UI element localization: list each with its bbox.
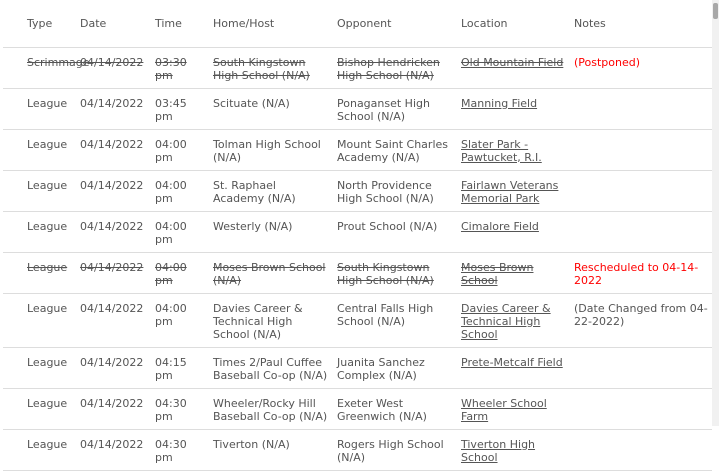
game-time-cell: 04:00 pm (151, 252, 209, 293)
notes-cell (570, 429, 712, 470)
header-time: Time (151, 0, 209, 47)
table-row (3, 429, 712, 470)
header-type: Type (3, 0, 76, 47)
table-row (3, 88, 712, 129)
home-host-cell: Times 2/Paul Cuffee Baseball Co-op (N/A) (209, 347, 333, 388)
notes-cell: (Date Changed from 04-22-2022) (570, 293, 712, 347)
table-row (3, 347, 712, 388)
opponent-cell: Rogers High School (N/A) (333, 429, 457, 470)
game-date-cell: 04/14/2022 (76, 293, 151, 347)
game-time-cell: 04:30 pm (151, 388, 209, 429)
game-type-cell: Scrimmage (3, 47, 76, 88)
location-cell (457, 252, 570, 293)
home-host-cell: Scituate (N/A) (209, 88, 333, 129)
opponent-cell: Prout School (N/A) (333, 211, 457, 252)
header-opponent: Opponent (333, 0, 457, 47)
vertical-scrollbar[interactable] (712, 0, 719, 426)
notes-cell (570, 211, 712, 252)
home-host-cell: Moses Brown School (N/A) (209, 252, 333, 293)
location-cell (457, 211, 570, 252)
home-host-cell: Tiverton (N/A) (209, 429, 333, 470)
game-date-cell: 04/14/2022 (76, 429, 151, 470)
location-link[interactable]: Tiverton High School (461, 437, 536, 464)
location-link[interactable]: Cimalore Field (461, 219, 539, 233)
opponent-cell: Mount Saint Charles Academy (N/A) (333, 129, 457, 170)
game-date-cell: 04/14/2022 (76, 88, 151, 129)
home-host-cell: Tolman High School (N/A) (209, 129, 333, 170)
opponent-cell: Exeter West Greenwich (N/A) (333, 388, 457, 429)
table-row (3, 388, 712, 429)
location-link[interactable]: Old Mountain Field (461, 55, 564, 69)
table-header-row (3, 0, 712, 47)
game-type-cell: League (3, 429, 76, 470)
game-type-cell: League (3, 170, 76, 211)
table-row (3, 170, 712, 211)
game-date-cell: 04/14/2022 (76, 129, 151, 170)
game-date-cell: 04/14/2022 (76, 347, 151, 388)
home-host-cell: Westerly (N/A) (209, 211, 333, 252)
table-row (3, 47, 712, 88)
table-row (3, 293, 712, 347)
home-host-cell: St. Raphael Academy (N/A) (209, 170, 333, 211)
header-date: Date (76, 0, 151, 47)
game-date-cell: 04/14/2022 (76, 47, 151, 88)
location-link[interactable]: Fairlawn Veterans Memorial Park (461, 178, 559, 205)
home-host-cell: Davies Career & Technical High School (N/A) (209, 293, 333, 347)
opponent-cell: North Providence High School (N/A) (333, 170, 457, 211)
location-link[interactable]: Slater Park - Pawtucket, R.I. (461, 137, 542, 164)
home-host-cell: Wheeler/Rocky Hill Baseball Co-op (N/A) (209, 388, 333, 429)
table-row (3, 129, 712, 170)
opponent-cell: Juanita Sanchez Complex (N/A) (333, 347, 457, 388)
table-row (3, 252, 712, 293)
game-time-cell: 03:30 pm (151, 47, 209, 88)
location-link[interactable]: Davies Career & Technical High School (461, 301, 551, 341)
opponent-cell: Central Falls High School (N/A) (333, 293, 457, 347)
location-link[interactable]: Moses Brown School (461, 260, 534, 287)
location-cell (457, 293, 570, 347)
scrollbar-thumb[interactable] (713, 3, 718, 19)
opponent-cell: Bishop Hendricken High School (N/A) (333, 47, 457, 88)
location-cell (457, 429, 570, 470)
home-host-cell: South Kingstown High School (N/A) (209, 47, 333, 88)
location-cell (457, 388, 570, 429)
location-link[interactable]: Manning Field (461, 96, 538, 110)
game-type-cell: League (3, 211, 76, 252)
notes-cell: (Postponed) (570, 47, 712, 88)
opponent-cell: Ponaganset High School (N/A) (333, 88, 457, 129)
game-type-cell: League (3, 129, 76, 170)
notes-cell (570, 347, 712, 388)
game-time-cell: 04:00 pm (151, 170, 209, 211)
table-row (3, 211, 712, 252)
game-time-cell: 04:00 pm (151, 293, 209, 347)
location-cell (457, 129, 570, 170)
game-date-cell: 04/14/2022 (76, 388, 151, 429)
header-location: Location (457, 0, 570, 47)
game-time-cell: 03:45 pm (151, 88, 209, 129)
header-notes: Notes (570, 0, 712, 47)
location-cell (457, 47, 570, 88)
location-link[interactable]: Wheeler School Farm (461, 396, 547, 423)
notes-cell (570, 129, 712, 170)
game-time-cell: 04:00 pm (151, 129, 209, 170)
notes-cell (570, 170, 712, 211)
game-date-cell: 04/14/2022 (76, 170, 151, 211)
game-time-cell: 04:30 pm (151, 429, 209, 470)
game-type-cell: League (3, 88, 76, 129)
opponent-cell: South Kingstown High School (N/A) (333, 252, 457, 293)
notes-cell: Rescheduled to 04-14-2022 (570, 252, 712, 293)
game-time-cell: 04:15 pm (151, 347, 209, 388)
game-date-cell: 04/14/2022 (76, 211, 151, 252)
game-date-cell: 04/14/2022 (76, 252, 151, 293)
header-host: Home/Host (209, 0, 333, 47)
location-cell (457, 170, 570, 211)
notes-cell (570, 88, 712, 129)
game-type-cell: League (3, 347, 76, 388)
location-cell (457, 88, 570, 129)
location-cell (457, 347, 570, 388)
game-type-cell: League (3, 388, 76, 429)
game-type-cell: League (3, 293, 76, 347)
schedule-table (3, 0, 712, 471)
notes-cell (570, 388, 712, 429)
game-type-cell: League (3, 252, 76, 293)
game-time-cell: 04:00 pm (151, 211, 209, 252)
location-link[interactable]: Prete-Metcalf Field (461, 355, 563, 369)
